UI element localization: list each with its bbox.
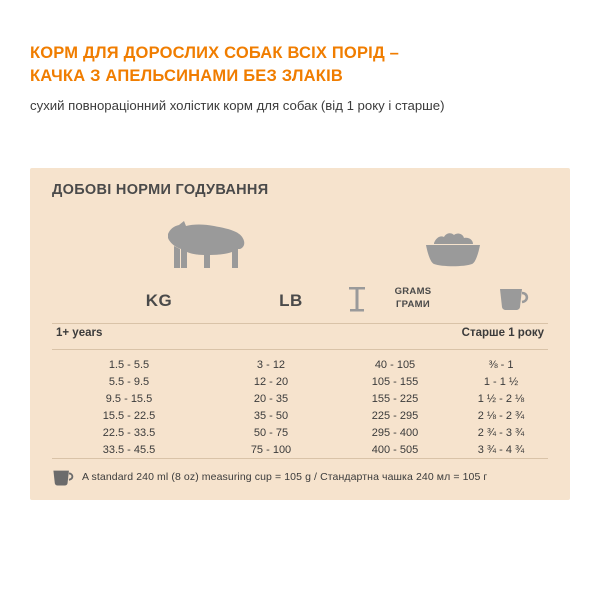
- column-header-kg: KG: [145, 291, 173, 310]
- dog-silhouette-icon: [160, 216, 252, 274]
- panel-title: ДОБОВІ НОРМИ ГОДУВАННЯ: [52, 182, 269, 198]
- cell-kg: 9.5 - 15.5: [105, 392, 153, 405]
- cell-kg: 1.5 - 5.5: [108, 358, 150, 371]
- cell-grams: 400 - 505: [371, 443, 419, 456]
- page-subtitle: сухий повнораціонний холістик корм для собак (від 1 року і старше): [30, 97, 445, 113]
- cell-lb: 50 - 75: [253, 426, 289, 439]
- cell-cups: 1 - 1 ½: [483, 375, 519, 388]
- divider-top: [52, 323, 548, 324]
- cell-lb: 12 - 20: [253, 375, 289, 388]
- cell-cups: 3 ¾ - 4 ¾: [477, 443, 525, 456]
- illustration-row: [30, 216, 570, 276]
- cell-kg: 22.5 - 33.5: [102, 426, 156, 439]
- cell-cups: ⅜ - 1: [488, 358, 514, 371]
- feeding-table: [52, 356, 548, 458]
- page-title: [30, 42, 575, 88]
- cell-grams: 155 - 225: [371, 392, 419, 405]
- cell-cups: 2 ⅛ - 2 ¾: [477, 409, 525, 422]
- cell-kg: 15.5 - 22.5: [102, 409, 156, 422]
- table-row: [52, 373, 548, 390]
- table-row: [52, 356, 548, 373]
- cell-cups: 2 ¾ - 3 ¾: [477, 426, 525, 439]
- cell-lb: 75 - 100: [250, 443, 292, 456]
- small-cup-icon: [342, 281, 372, 320]
- column-header-grams: [372, 286, 454, 312]
- cell-grams: 225 - 295: [371, 409, 419, 422]
- cell-lb: 20 - 35: [253, 392, 289, 405]
- cell-grams: 295 - 400: [371, 426, 419, 439]
- measuring-cup-note-text: A standard 240 ml (8 oz) measuring cup = 105 g / Стандартна чашка 240 мл = 105 г: [82, 471, 488, 483]
- measuring-cup-note: [52, 464, 548, 490]
- column-header-lb: LB: [279, 291, 303, 310]
- table-row: [52, 390, 548, 407]
- feeding-guide-panel: [30, 168, 570, 500]
- cell-kg: 5.5 - 9.5: [108, 375, 150, 388]
- header: [30, 42, 575, 114]
- age-row: [52, 327, 548, 347]
- cell-lb: 35 - 50: [253, 409, 289, 422]
- age-row-right: Старше 1 року: [461, 327, 544, 339]
- column-header-grams-ua: ГРАМИ: [396, 298, 430, 310]
- cell-grams: 105 - 155: [371, 375, 419, 388]
- table-row: [52, 407, 548, 424]
- age-row-left: 1+ years: [56, 327, 103, 339]
- cell-grams: 40 - 105: [374, 358, 416, 371]
- column-header-row: [52, 281, 548, 323]
- table-row: [52, 441, 548, 458]
- table-row: [52, 424, 548, 441]
- cell-cups: 1 ½ - 2 ⅛: [477, 392, 525, 405]
- divider-middle: [52, 349, 548, 350]
- page-title-line-1: КОРМ ДЛЯ ДОРОСЛИХ СОБАК ВСІХ ПОРІД –: [30, 44, 400, 62]
- divider-bottom: [52, 458, 548, 459]
- food-bowl-icon: [420, 226, 486, 270]
- cell-kg: 33.5 - 45.5: [102, 443, 156, 456]
- cell-lb: 3 - 12: [256, 358, 286, 371]
- column-header-grams-en: GRAMS: [394, 286, 432, 297]
- measuring-cup-icon: [52, 466, 78, 488]
- page-title-line-2: КАЧКА З АПЕЛЬСИНАМИ БЕЗ ЗЛАКІВ: [30, 66, 343, 85]
- column-header-cup: [482, 283, 548, 318]
